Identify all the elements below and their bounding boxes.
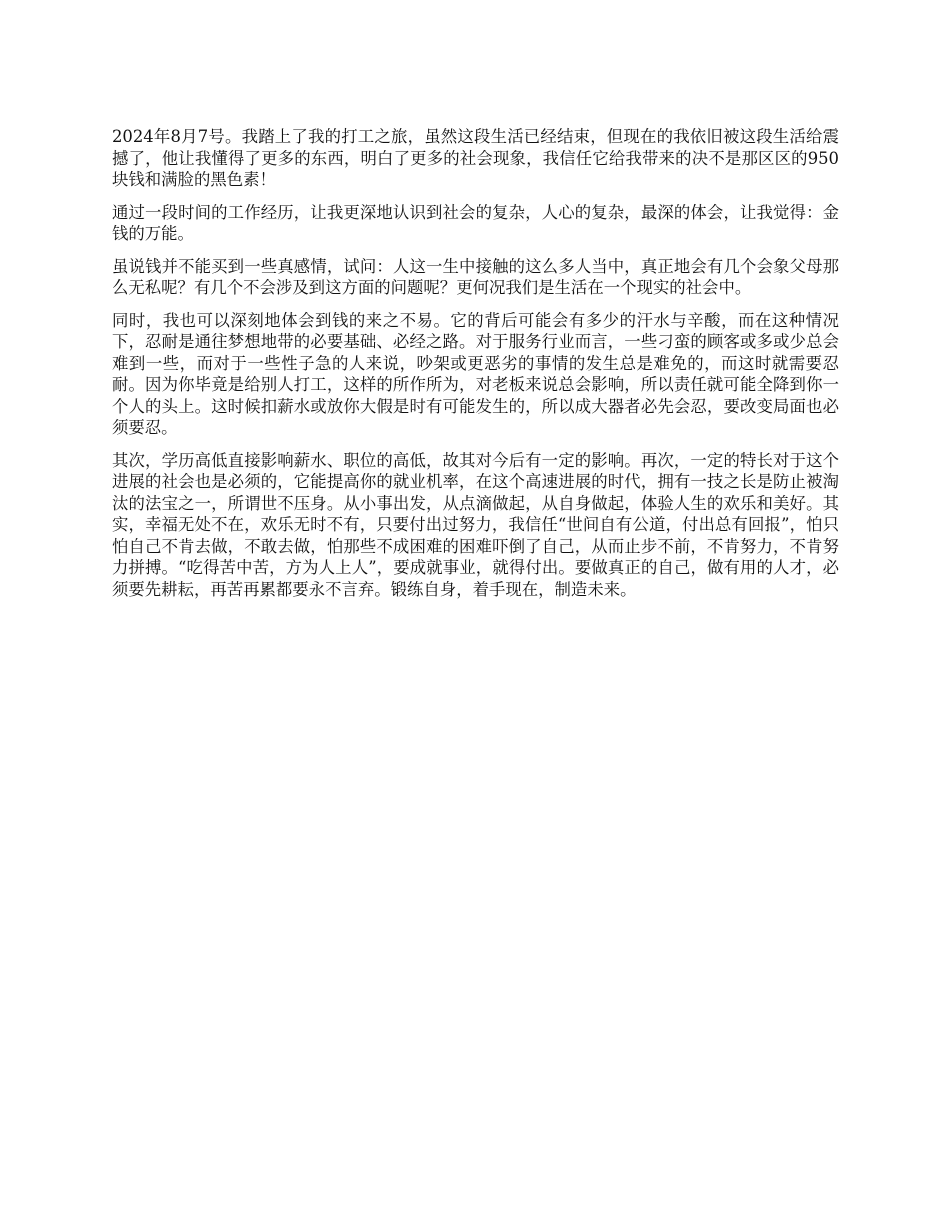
paragraph-1: 2024年8月7号。我踏上了我的打工之旅，虽然这段生活已经结束，但现在的我依旧被这段生活给震撼了，他让我懂得了更多的东西，明白了更多的社会现象，我信任它给我带来的决不是那区区的950块钱和满脸的黑色素！ [112, 127, 839, 189]
paragraph-2: 通过一段时间的工作经历，让我更深地认识到社会的复杂，人心的复杂，最深的体会，让我觉得：金钱的万能。 [112, 202, 839, 243]
paragraph-3: 虽说钱并不能买到一些真感情，试问：人这一生中接触的这么多人当中，真正地会有几个会象父母那么无私呢？有几个不会涉及到这方面的问题呢？更何况我们是生活在一个现实的社会中。 [112, 256, 839, 297]
document-body [112, 126, 839, 611]
paragraph-5: 其次，学历高低直接影响薪水、职位的高低，故其对今后有一定的影响。再次，一定的特长对于这个进展的社会也是必须的，它能提高你的就业机率，在这个高速进展的时代，拥有一技之长是防止被淘汰的法宝之一，所谓世不压身。从小事出发，从点滴做起，从自身做起，体验人生的欢乐和美好。其实，幸福无处不在，欢乐无时不有，只要付出过努力，我信任“世间自有公道，付出总有回报”，怕只怕自己不肯去做，不敢去做，怕那些不成困难的困难吓倒了自己，从而止步不前，不肯努力，不肯努力拼搏。“吃得苦中苦，方为人上人”，要成就事业，就得付出。要做真正的自己，做有用的人才，必须要先耕耘，再苦再累都要永不言弃。锻练自身，着手现在，制造未来。 [112, 450, 839, 599]
paragraph-4: 同时，我也可以深刻地体会到钱的来之不易。它的背后可能会有多少的汗水与辛酸，而在这种情况下，忍耐是通往梦想地带的必要基础、必经之路。对于服务行业而言，一些刁蛮的顾客或多或少总会难到一些，而对于一些性子急的人来说，吵架或更恶劣的事情的发生总是难免的，而这时就需要忍耐。因为你毕竟是给别人打工，这样的所作所为，对老板来说总会影响，所以责任就可能全降到你一个人的头上。这时候扣薪水或放你大假是时有可能发生的，所以成大器者必先会忍，要改变局面也必须要忍。 [112, 310, 839, 437]
